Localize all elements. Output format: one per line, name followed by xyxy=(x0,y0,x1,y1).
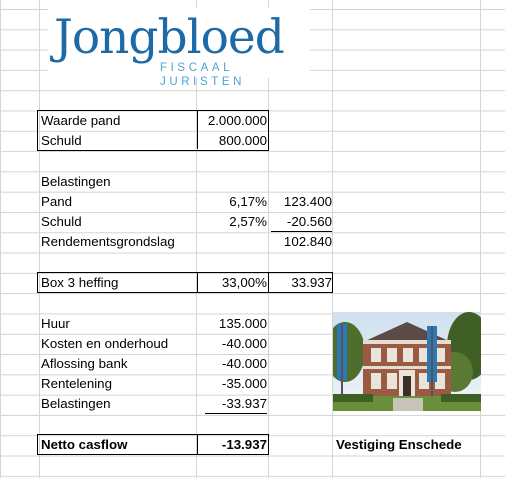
box3-divider xyxy=(268,273,269,292)
netto-casflow-label[interactable]: Netto casflow xyxy=(41,437,128,452)
cashflow-belastingen-label[interactable]: Belastingen xyxy=(41,396,111,411)
property-box-divider xyxy=(197,111,198,149)
logo-brand-text: Jongbloed xyxy=(54,10,284,65)
cashflow-belastingen-value[interactable]: -33.937 xyxy=(221,396,267,411)
cashflow-rentelening-label[interactable]: Rentelening xyxy=(41,376,112,391)
belasting-pand-label[interactable]: Pand xyxy=(41,194,73,209)
cashflow-aflossing-value[interactable]: -40.000 xyxy=(221,356,267,371)
column-divider xyxy=(39,0,40,478)
cashflow-rentelening-value[interactable]: -35.000 xyxy=(221,376,267,391)
cashflow-kosten-label[interactable]: Kosten en onderhoud xyxy=(41,336,169,351)
belasting-pand-amount[interactable]: 123.400 xyxy=(283,194,332,209)
waarde-pand-value[interactable]: 2.000.000 xyxy=(207,113,267,128)
box3-heffing-label[interactable]: Box 3 heffing xyxy=(41,275,119,290)
rendementsgrondslag-label[interactable]: Rendementsgrondslag xyxy=(41,234,175,249)
cashflow-kosten-value[interactable]: -40.000 xyxy=(221,336,267,351)
box3-divider xyxy=(197,273,198,292)
logo-subtitle-text: FISCAAL JURISTEN xyxy=(160,62,246,88)
belasting-schuld-label[interactable]: Schuld xyxy=(41,214,82,229)
office-building-photo[interactable] xyxy=(333,312,481,411)
box3-heffing-pct[interactable]: 33,00% xyxy=(221,275,267,290)
belasting-schuld-pct[interactable]: 2,57% xyxy=(229,214,267,229)
belasting-pand-pct[interactable]: 6,17% xyxy=(229,194,267,209)
cashflow-underline xyxy=(205,413,267,414)
cashflow-huur-label[interactable]: Huur xyxy=(41,316,70,331)
cashflow-huur-value[interactable]: 135.000 xyxy=(218,316,267,331)
rendementsgrondslag-value[interactable]: 102.840 xyxy=(283,234,332,249)
netto-box-divider xyxy=(197,435,198,454)
belastingen-header[interactable]: Belastingen xyxy=(41,174,111,189)
netto-casflow-value[interactable]: -13.937 xyxy=(221,437,267,452)
schuld-label[interactable]: Schuld xyxy=(41,133,82,148)
box3-heffing-amount[interactable]: 33.937 xyxy=(291,275,332,290)
waarde-pand-label[interactable]: Waarde pand xyxy=(41,113,121,128)
photo-caption[interactable]: Vestiging Enschede xyxy=(336,437,462,452)
schuld-value[interactable]: 800.000 xyxy=(218,133,267,148)
cashflow-aflossing-label[interactable]: Aflossing bank xyxy=(41,356,128,371)
belasting-schuld-amount[interactable]: -20.560 xyxy=(286,214,332,229)
company-logo[interactable] xyxy=(48,8,310,88)
